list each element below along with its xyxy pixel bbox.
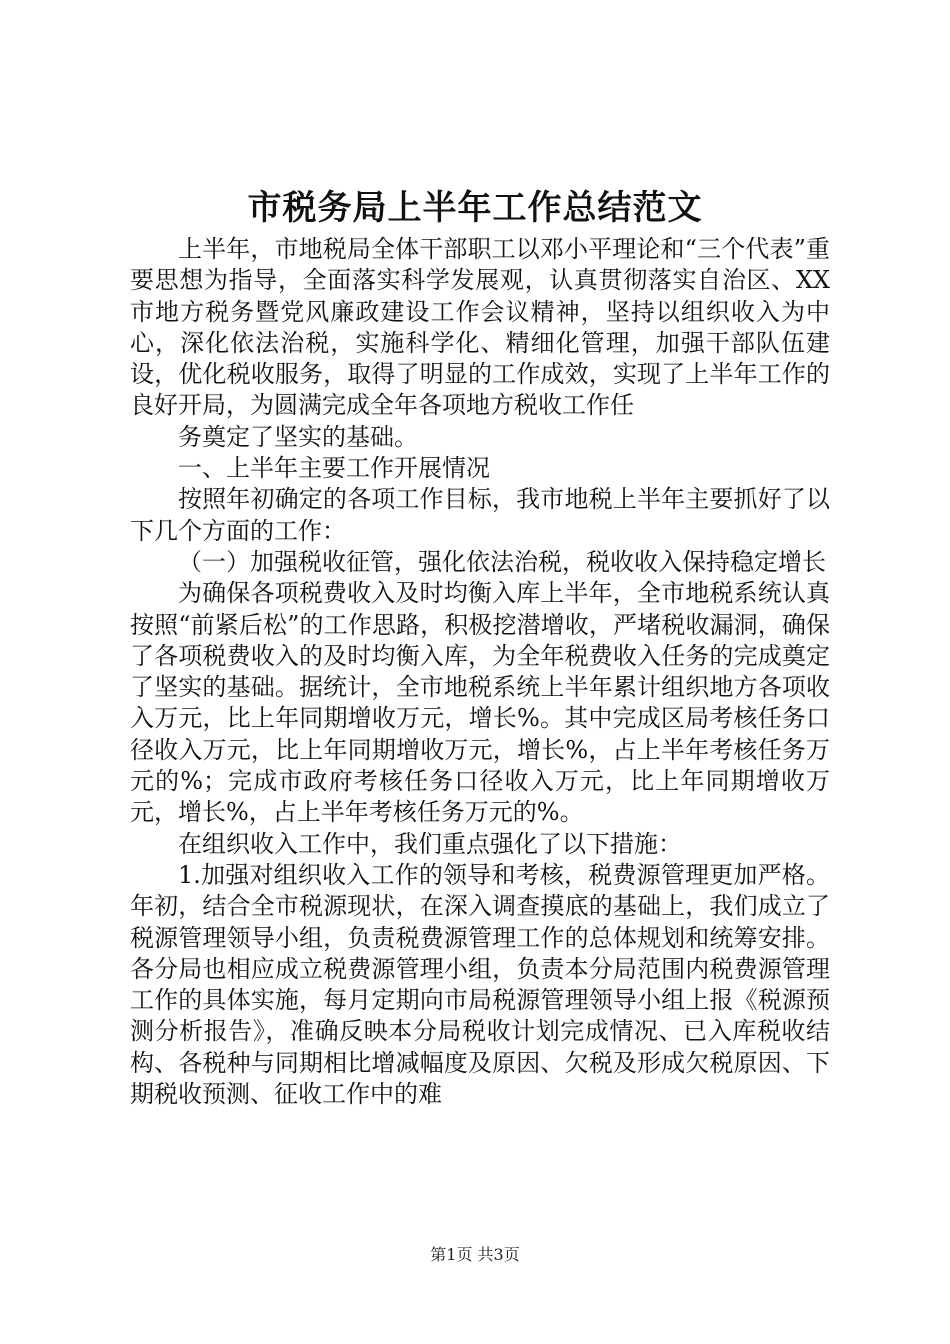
paragraph-intro: 上半年，市地税局全体干部职工以邓小平理论和“三个代表”重要思想为指导，全面落实科学发展观，认真贯彻落实自治区、XX市地方税务暨党风廉政建设工作会议精神，坚持以组织收入为中心，深化依法治税，实施科学化、精细化管理，加强干部队伍建设，优化税收服务，取得了明显的工作成效，实现了上半年工作的良好开局，为圆满完成全年各项地方税收工作任	[130, 235, 830, 420]
paragraph-work-overview: 按照年初确定的各项工作目标，我市地税上半年主要抓好了以下几个方面的工作：	[130, 485, 830, 545]
paragraph-measure-1: 1.加强对组织收入工作的领导和考核，税费源管理更加严格。年初，结合全市税源现状，在深入调查摸底的基础上，我们成立了税源管理领导小组，负责税费源管理工作的总体规划和统筹安排。各分局也相应成立税费源管理小组，负责本分局范围内税费源管理工作的具体实施，每月定期向市局税源管理领导小组上报《税源预测分析报告》，准确反映本分局税收计划完成情况、已入库税收结构、各税种与同期相比增减幅度及原因、欠税及形成欠税原因、下期税收预测、征收工作中的难	[130, 860, 830, 1109]
subsection-heading-1: （一）加强税收征管，强化依法治税，税收收入保持稳定增长	[178, 547, 826, 576]
document-title: 市税务局上半年工作总结范文	[247, 188, 703, 228]
document-body	[130, 234, 830, 1110]
paragraph-intro-continued: 务奠定了坚实的基础。	[178, 422, 418, 451]
page-footer: 第1页 共3页	[430, 1245, 520, 1264]
section-heading-1: 一、上半年主要工作开展情况	[178, 454, 490, 483]
paragraph-revenue: 为确保各项税费收入及时均衡入库上半年，全市地税系统认真按照“前紧后松”的工作思路，积极挖潜增收，严堵税收漏洞，确保了各项税费收入的及时均衡入库，为全年税费收入任务的完成奠定了坚实的基础。据统计，全市地税系统上半年累计组织地方各项收入万元，比上年同期增收万元，增长%。其中完成区局考核任务口径收入万元，比上年同期增收万元，增长%，占上半年考核任务万元的%；完成市政府考核任务口径收入万元，比上年同期增收万元，增长%，占上半年考核任务万元的%。	[130, 579, 830, 827]
paragraph-measures-intro: 在组织收入工作中，我们重点强化了以下措施：	[178, 829, 682, 858]
